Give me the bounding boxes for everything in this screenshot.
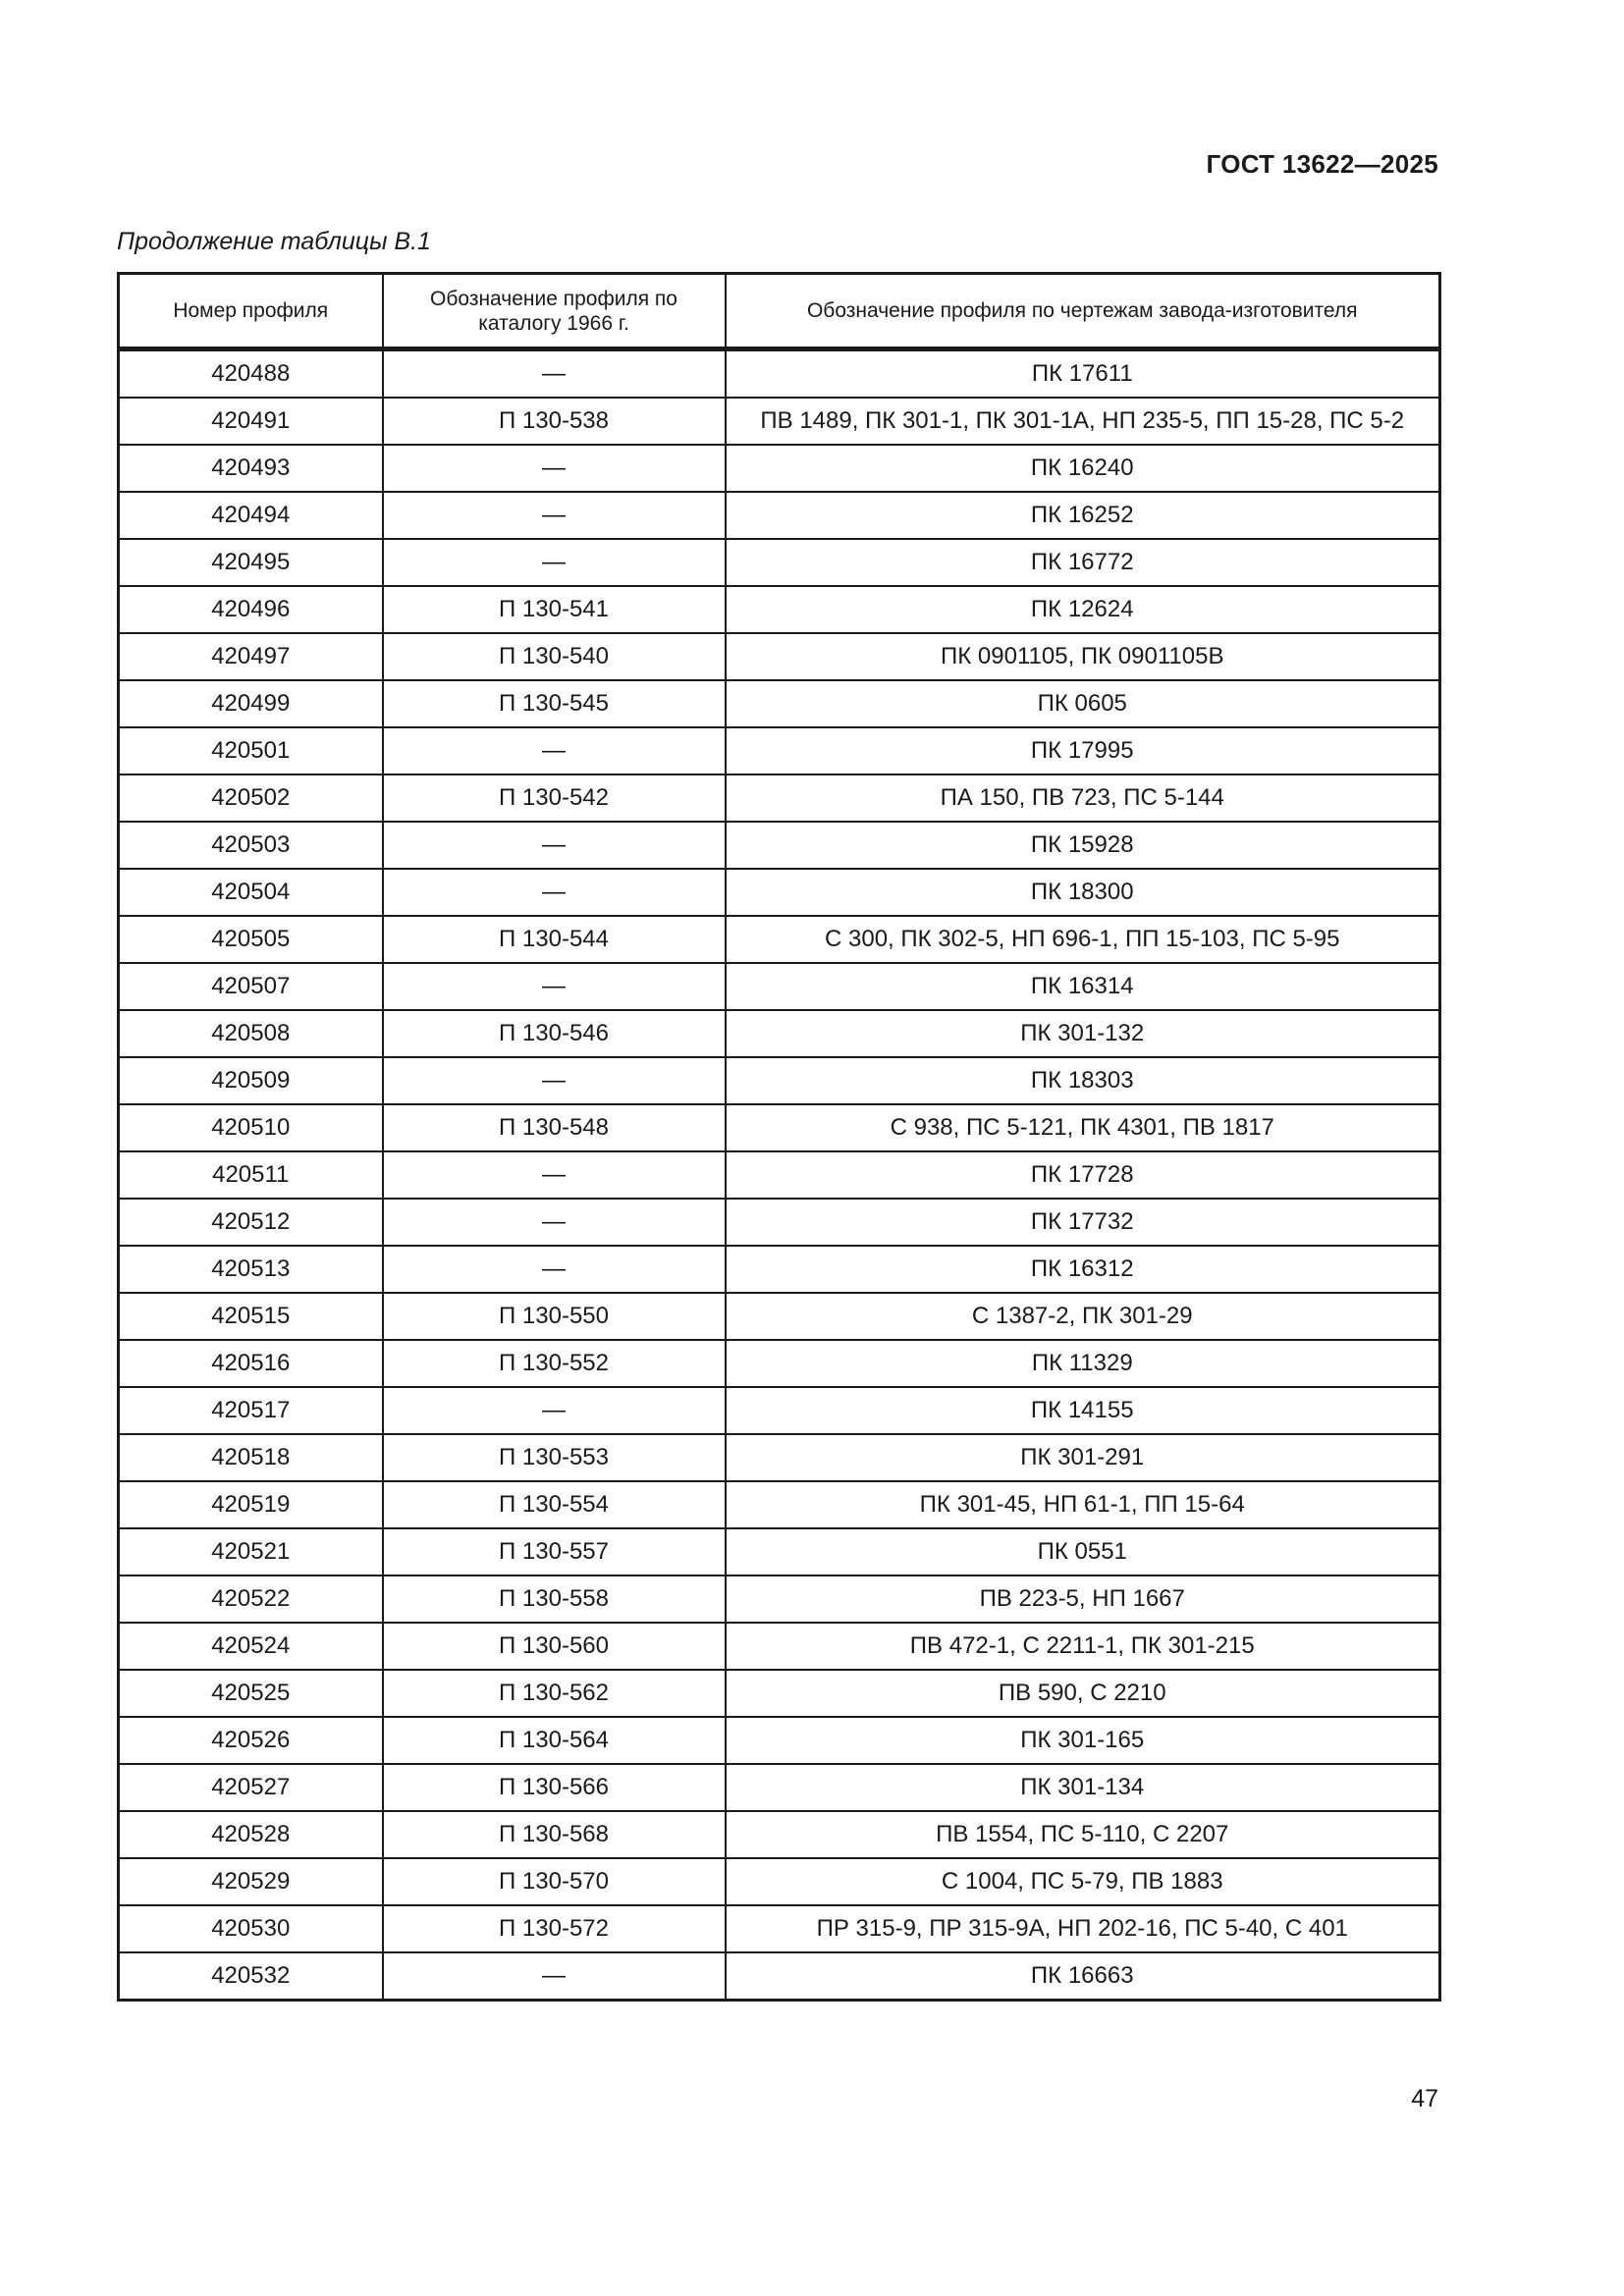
cell-profile-number: 420509 [119, 1057, 383, 1104]
table-row [119, 680, 1440, 727]
table-row [119, 1104, 1440, 1151]
cell-catalog-designation: П 130-557 [383, 1528, 726, 1575]
cell-catalog-designation: — [383, 1387, 726, 1434]
cell-catalog-designation: П 130-570 [383, 1858, 726, 1905]
table-row [119, 1811, 1440, 1858]
cell-catalog-designation: — [383, 822, 726, 869]
cell-factory-designation: ПК 16772 [726, 539, 1440, 586]
cell-factory-designation: ПК 301-134 [726, 1764, 1440, 1811]
cell-factory-designation: ПК 17728 [726, 1151, 1440, 1199]
cell-profile-number: 420513 [119, 1246, 383, 1293]
cell-profile-number: 420515 [119, 1293, 383, 1340]
table-row [119, 1528, 1440, 1575]
cell-factory-designation: ПК 301-291 [726, 1434, 1440, 1481]
cell-profile-number: 420521 [119, 1528, 383, 1575]
table-row [119, 1434, 1440, 1481]
column-header-catalog-designation: Обозначение профиля по каталогу 1966 г. [383, 274, 726, 349]
table-row [119, 633, 1440, 680]
table-row [119, 1293, 1440, 1340]
cell-profile-number: 420508 [119, 1010, 383, 1057]
table-row [119, 1151, 1440, 1199]
cell-factory-designation: ПК 15928 [726, 822, 1440, 869]
cell-catalog-designation: П 130-544 [383, 916, 726, 963]
cell-catalog-designation: П 130-538 [383, 398, 726, 445]
cell-catalog-designation: — [383, 1246, 726, 1293]
column-header-factory-designation: Обозначение профиля по чертежам завода-изготовителя [726, 274, 1440, 349]
cell-catalog-designation: П 130-562 [383, 1670, 726, 1717]
cell-catalog-designation: — [383, 727, 726, 774]
table-row [119, 398, 1440, 445]
cell-profile-number: 420488 [119, 349, 383, 399]
table-header-row [119, 274, 1440, 349]
cell-catalog-designation: — [383, 349, 726, 399]
cell-profile-number: 420529 [119, 1858, 383, 1905]
cell-catalog-designation: П 130-546 [383, 1010, 726, 1057]
cell-profile-number: 420510 [119, 1104, 383, 1151]
cell-factory-designation: ПВ 1554, ПС 5-110, С 2207 [726, 1811, 1440, 1858]
table-row [119, 1670, 1440, 1717]
cell-catalog-designation: П 130-545 [383, 680, 726, 727]
cell-catalog-designation: — [383, 869, 726, 916]
cell-factory-designation: ПВ 472-1, С 2211-1, ПК 301-215 [726, 1623, 1440, 1670]
cell-profile-number: 420495 [119, 539, 383, 586]
cell-factory-designation: ПК 16663 [726, 1952, 1440, 2001]
cell-profile-number: 420517 [119, 1387, 383, 1434]
table-row [119, 727, 1440, 774]
table-row [119, 1199, 1440, 1246]
cell-factory-designation: С 1004, ПС 5-79, ПВ 1883 [726, 1858, 1440, 1905]
cell-factory-designation: ПВ 223-5, НП 1667 [726, 1575, 1440, 1623]
cell-factory-designation: ПК 16252 [726, 492, 1440, 539]
cell-profile-number: 420519 [119, 1481, 383, 1528]
cell-catalog-designation: — [383, 1151, 726, 1199]
cell-factory-designation: ПР 315-9, ПР 315-9А, НП 202-16, ПС 5-40, С 401 [726, 1905, 1440, 1952]
table-row [119, 1905, 1440, 1952]
cell-profile-number: 420532 [119, 1952, 383, 2001]
cell-catalog-designation: П 130-550 [383, 1293, 726, 1340]
table-row [119, 1575, 1440, 1623]
cell-catalog-designation: П 130-552 [383, 1340, 726, 1387]
cell-profile-number: 420505 [119, 916, 383, 963]
table-row [119, 1481, 1440, 1528]
cell-catalog-designation: — [383, 492, 726, 539]
cell-factory-designation: ПК 301-165 [726, 1717, 1440, 1764]
table-row [119, 1246, 1440, 1293]
cell-factory-designation: ПК 17995 [726, 727, 1440, 774]
cell-catalog-designation: — [383, 1199, 726, 1246]
table-row [119, 1717, 1440, 1764]
profiles-table [117, 272, 1441, 2002]
cell-profile-number: 420518 [119, 1434, 383, 1481]
cell-catalog-designation: П 130-564 [383, 1717, 726, 1764]
cell-catalog-designation: П 130-558 [383, 1575, 726, 1623]
cell-profile-number: 420516 [119, 1340, 383, 1387]
cell-factory-designation: ПК 11329 [726, 1340, 1440, 1387]
table-row [119, 963, 1440, 1010]
cell-profile-number: 420491 [119, 398, 383, 445]
cell-factory-designation: ПВ 590, С 2210 [726, 1670, 1440, 1717]
cell-profile-number: 420526 [119, 1717, 383, 1764]
cell-factory-designation: ПК 16314 [726, 963, 1440, 1010]
cell-profile-number: 420501 [119, 727, 383, 774]
cell-profile-number: 420499 [119, 680, 383, 727]
cell-catalog-designation: П 130-540 [383, 633, 726, 680]
table-caption: Продолжение таблицы В.1 [117, 228, 431, 255]
table-row [119, 586, 1440, 633]
cell-catalog-designation: — [383, 1057, 726, 1104]
cell-catalog-designation: — [383, 445, 726, 492]
cell-catalog-designation: П 130-548 [383, 1104, 726, 1151]
table-row [119, 1858, 1440, 1905]
table-row [119, 1057, 1440, 1104]
cell-profile-number: 420507 [119, 963, 383, 1010]
cell-factory-designation: ПК 16312 [726, 1246, 1440, 1293]
cell-profile-number: 420527 [119, 1764, 383, 1811]
cell-profile-number: 420502 [119, 774, 383, 822]
cell-factory-designation: С 300, ПК 302-5, НП 696-1, ПП 15-103, ПС 5-95 [726, 916, 1440, 963]
cell-factory-designation: ПК 17611 [726, 349, 1440, 399]
cell-profile-number: 420496 [119, 586, 383, 633]
cell-profile-number: 420493 [119, 445, 383, 492]
table-row [119, 1952, 1440, 2001]
table-row [119, 1387, 1440, 1434]
cell-factory-designation: ПК 301-45, НП 61-1, ПП 15-64 [726, 1481, 1440, 1528]
cell-factory-designation: ПК 0551 [726, 1528, 1440, 1575]
cell-profile-number: 420528 [119, 1811, 383, 1858]
cell-profile-number: 420525 [119, 1670, 383, 1717]
cell-catalog-designation: — [383, 539, 726, 586]
cell-factory-designation: ПК 14155 [726, 1387, 1440, 1434]
cell-factory-designation: ПК 301-132 [726, 1010, 1440, 1057]
cell-profile-number: 420530 [119, 1905, 383, 1952]
cell-factory-designation: ПА 150, ПВ 723, ПС 5-144 [726, 774, 1440, 822]
cell-catalog-designation: П 130-542 [383, 774, 726, 822]
cell-factory-designation: ПК 12624 [726, 586, 1440, 633]
cell-profile-number: 420522 [119, 1575, 383, 1623]
cell-catalog-designation: П 130-560 [383, 1623, 726, 1670]
cell-catalog-designation: П 130-554 [383, 1481, 726, 1528]
cell-factory-designation: ПК 18303 [726, 1057, 1440, 1104]
cell-catalog-designation: — [383, 1952, 726, 2001]
table-row [119, 869, 1440, 916]
cell-catalog-designation: П 130-553 [383, 1434, 726, 1481]
cell-profile-number: 420504 [119, 869, 383, 916]
cell-factory-designation: ПК 17732 [726, 1199, 1440, 1246]
table-row [119, 445, 1440, 492]
cell-catalog-designation: — [383, 963, 726, 1010]
cell-profile-number: 420503 [119, 822, 383, 869]
table-row [119, 1010, 1440, 1057]
cell-factory-designation: ПК 18300 [726, 869, 1440, 916]
table-row [119, 916, 1440, 963]
cell-profile-number: 420497 [119, 633, 383, 680]
table-row [119, 774, 1440, 822]
table-row [119, 1764, 1440, 1811]
cell-factory-designation: ПК 0901105, ПК 0901105В [726, 633, 1440, 680]
cell-profile-number: 420524 [119, 1623, 383, 1670]
table-row [119, 539, 1440, 586]
cell-catalog-designation: П 130-572 [383, 1905, 726, 1952]
cell-factory-designation: ПК 0605 [726, 680, 1440, 727]
cell-factory-designation: ПВ 1489, ПК 301-1, ПК 301-1А, НП 235-5, ПП 15-28, ПС 5-2 [726, 398, 1440, 445]
table-body [119, 349, 1440, 2001]
cell-factory-designation: С 938, ПС 5-121, ПК 4301, ПВ 1817 [726, 1104, 1440, 1151]
column-header-profile-number: Номер профиля [119, 274, 383, 349]
table-row [119, 492, 1440, 539]
cell-catalog-designation: П 130-568 [383, 1811, 726, 1858]
cell-factory-designation: ПК 16240 [726, 445, 1440, 492]
table-row [119, 822, 1440, 869]
cell-factory-designation: С 1387-2, ПК 301-29 [726, 1293, 1440, 1340]
table-row [119, 1340, 1440, 1387]
cell-catalog-designation: П 130-566 [383, 1764, 726, 1811]
cell-catalog-designation: П 130-541 [383, 586, 726, 633]
table-row [119, 349, 1440, 399]
cell-profile-number: 420494 [119, 492, 383, 539]
document-code: ГОСТ 13622—2025 [1206, 149, 1438, 179]
page-number: 47 [1411, 2085, 1438, 2112]
cell-profile-number: 420512 [119, 1199, 383, 1246]
table-row [119, 1623, 1440, 1670]
cell-profile-number: 420511 [119, 1151, 383, 1199]
